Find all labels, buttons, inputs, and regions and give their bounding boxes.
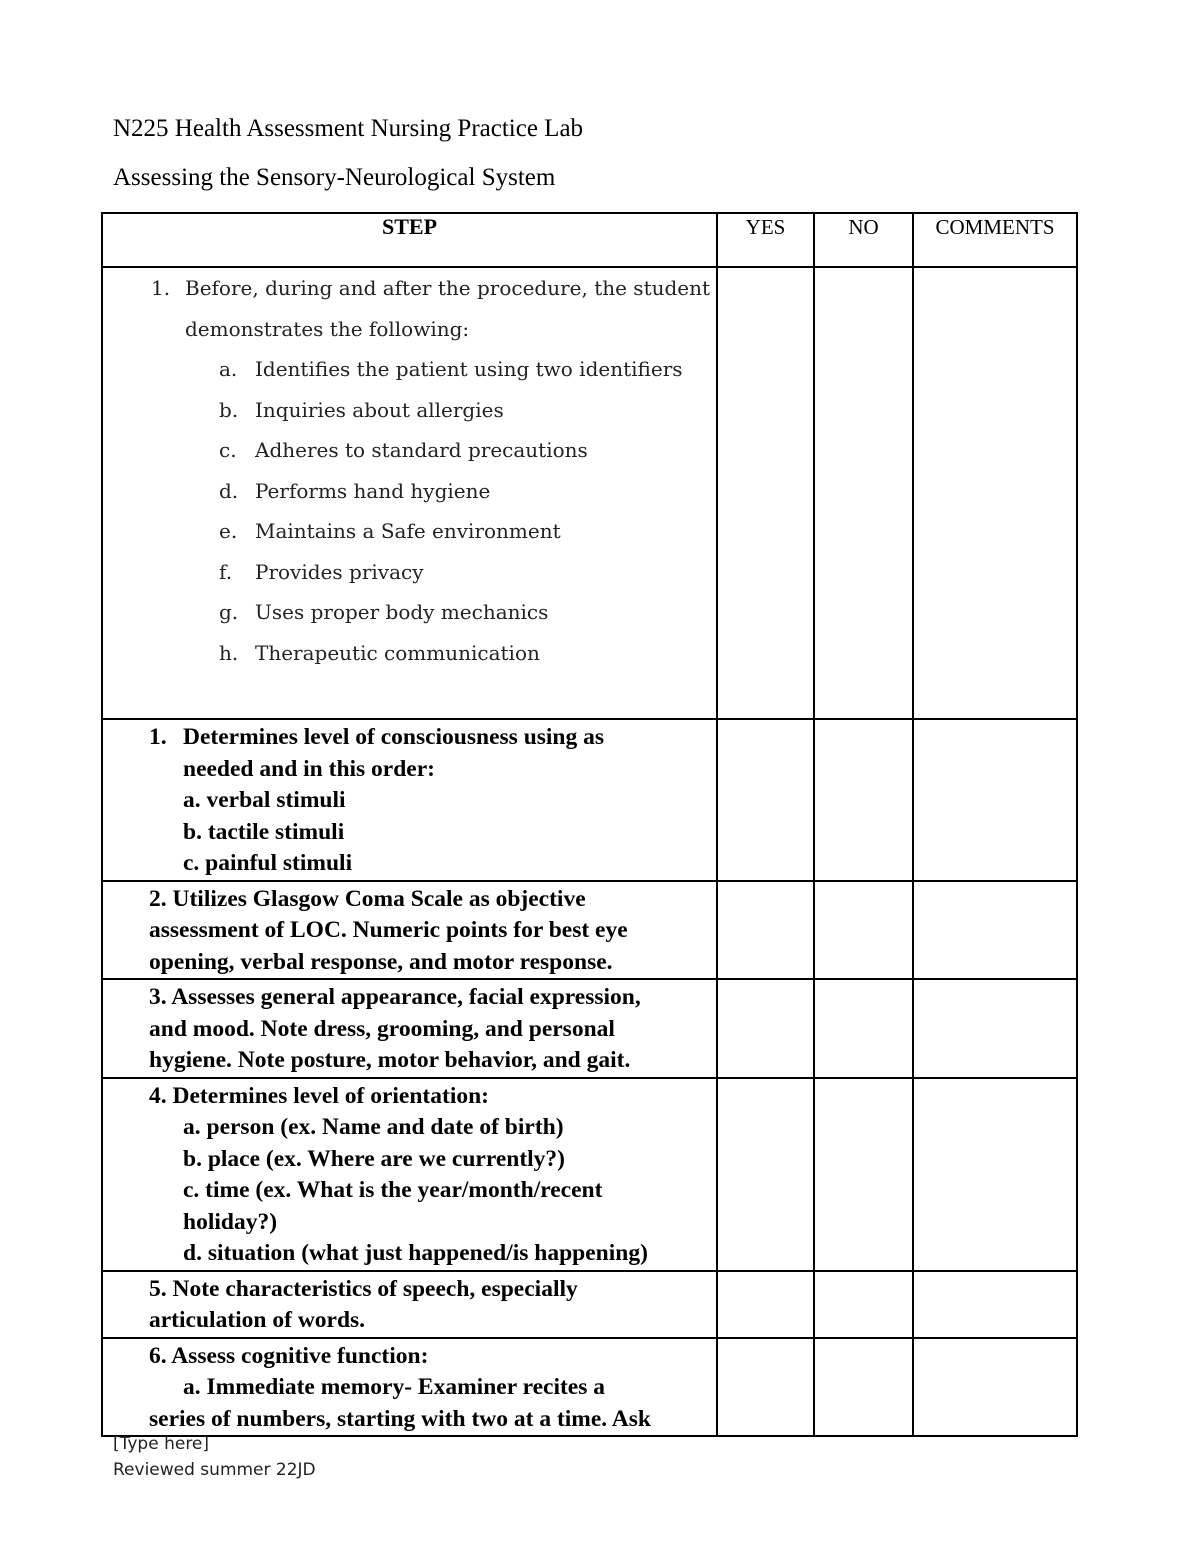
no-cell[interactable] (814, 881, 913, 980)
yes-cell[interactable] (717, 719, 814, 881)
yes-cell[interactable] (717, 881, 814, 980)
table-row (102, 1338, 1077, 1437)
column-header-step: STEP (102, 213, 717, 267)
list-item: f. Provides privacy (219, 559, 424, 584)
yes-cell[interactable] (717, 979, 814, 1078)
comments-cell[interactable] (913, 881, 1077, 980)
column-header-comments: COMMENTS (913, 213, 1077, 267)
step-cell: 1. Determines level of consciousness using as needed and in this order: a. verbal stimuli b. tactile stimuli c. painful stimuli (102, 719, 717, 881)
no-cell[interactable] (814, 1078, 913, 1271)
list-item: h. Therapeutic communication (219, 640, 540, 665)
step-cell (102, 267, 717, 719)
table-row (102, 267, 1077, 719)
footer-placeholder[interactable]: [Type here] (113, 1434, 210, 1454)
list-item: c. Adheres to standard precautions (219, 438, 588, 462)
checklist-table (101, 212, 1078, 1437)
document-title: N225 Health Assessment Nursing Practice Lab (113, 115, 584, 142)
step-cell: 6. Assess cognitive function: a. Immediate memory- Examiner recites a series of numbers, starting with two at a time. Ask (102, 1338, 717, 1437)
no-cell[interactable] (814, 1271, 913, 1338)
no-cell[interactable] (814, 1338, 913, 1437)
comments-cell[interactable] (913, 1078, 1077, 1271)
yes-cell[interactable] (717, 267, 814, 719)
step-cell: 2. Utilizes Glasgow Coma Scale as objective assessment of LOC. Numeric points for best eye opening, verbal response, and motor response. (102, 881, 717, 980)
comments-cell[interactable] (913, 979, 1077, 1078)
table-header-row (102, 213, 1077, 267)
comments-cell[interactable] (913, 719, 1077, 881)
step-cell: 5. Note characteristics of speech, especially articulation of words. (102, 1271, 717, 1338)
document-subtitle: Assessing the Sensory-Neurological System (113, 164, 556, 191)
table-row (102, 881, 1077, 980)
column-header-no: NO (814, 213, 913, 267)
column-header-yes: YES (717, 213, 814, 267)
table-row (102, 719, 1077, 881)
table-row (102, 1271, 1077, 1338)
footer-reviewed: Reviewed summer 22JD (113, 1460, 316, 1480)
comments-cell[interactable] (913, 1338, 1077, 1437)
comments-cell[interactable] (913, 267, 1077, 719)
yes-cell[interactable] (717, 1271, 814, 1338)
no-cell[interactable] (814, 719, 913, 881)
step-cell: 3. Assesses general appearance, facial expression, and mood. Note dress, grooming, and personal hygiene. Note posture, motor behavior, and gait. (102, 979, 717, 1078)
list-item: d. Performs hand hygiene (219, 478, 491, 503)
step-text: Before, during and after the procedure, the student (185, 276, 711, 300)
table-row (102, 979, 1077, 1078)
list-item: a. Identifies the patient using two identifiers (219, 357, 683, 381)
list-item: b. Inquiries about allergies (219, 397, 504, 422)
yes-cell[interactable] (717, 1078, 814, 1271)
step-cell: 4. Determines level of orientation: a. person (ex. Name and date of birth) b. place (ex. Where are we currently?) c. time (ex. What is the year/month/recent holiday?) d. situation (what just happened/is happening) (102, 1078, 717, 1271)
table-row (102, 1078, 1077, 1271)
step-text: demonstrates the following: (185, 316, 470, 341)
step-number: 1. (151, 276, 171, 300)
list-item: e. Maintains a Safe environment (219, 519, 561, 543)
yes-cell[interactable] (717, 1338, 814, 1437)
comments-cell[interactable] (913, 1271, 1077, 1338)
no-cell[interactable] (814, 979, 913, 1078)
list-item: g. Uses proper body mechanics (219, 600, 549, 624)
no-cell[interactable] (814, 267, 913, 719)
